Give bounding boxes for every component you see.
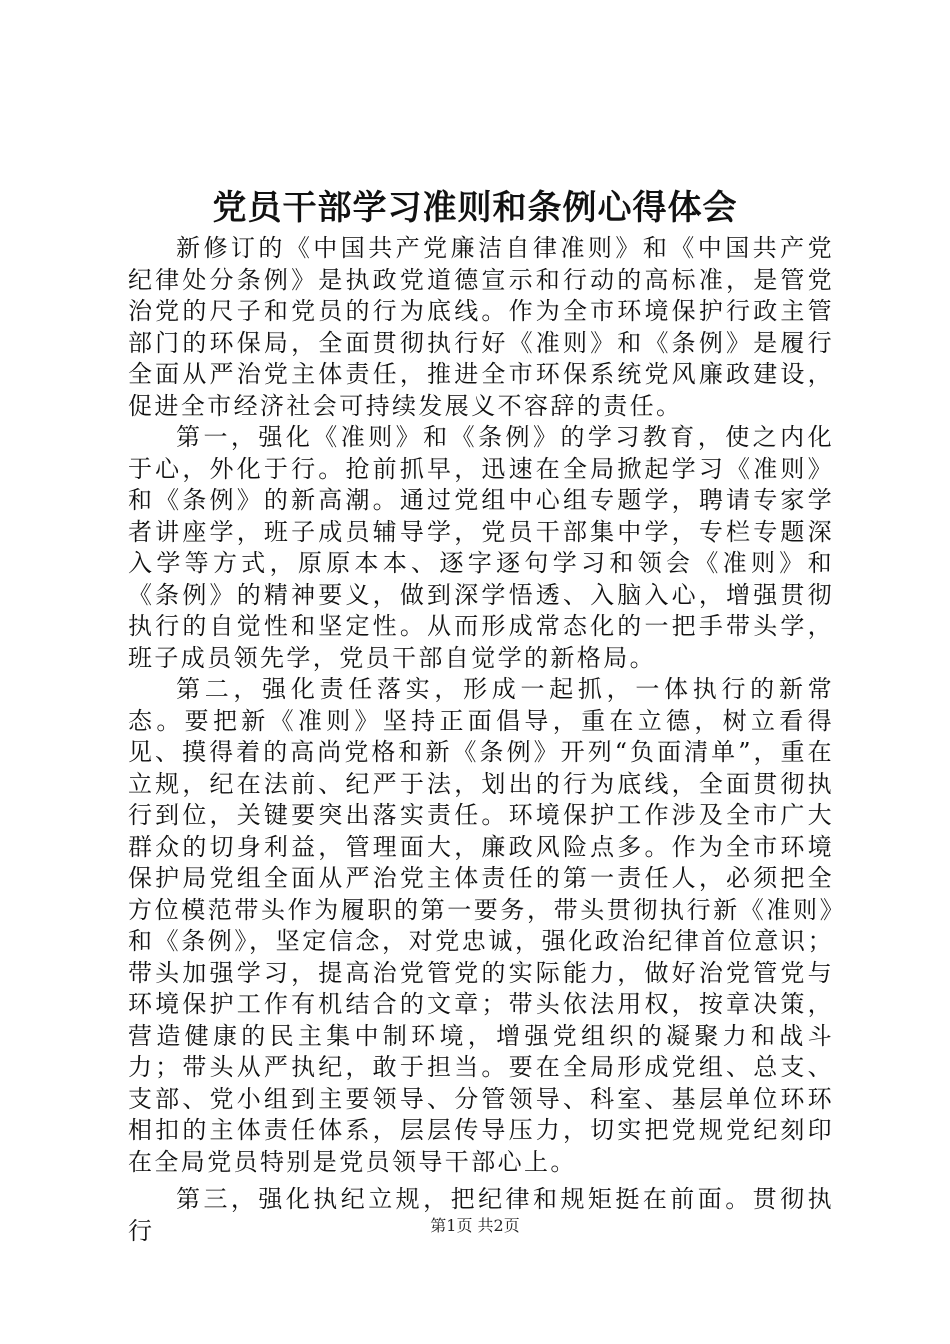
page-footer: 第1页 共2页 <box>430 1216 520 1235</box>
paragraph-second: 第二，强化责任落实，形成一起抓，一体执行的新常态。要把新《准则》坚持正面倡导，重在立德，树立看得见、摸得着的高尚党格和新《条例》开列“负面清单”，重在立规，纪在法前、纪严于法，划出的行为底线，全面贯彻执行到位，关键要突出落实责任。环境保护工作涉及全市广大群众的切身利益，管理面大，廉政风险点多。作为全市环境保护局党组全面从严治党主体责任的第一责任人，必须把全方位模范带头作为履职的第一要务，带头贯彻执行新《准则》和《条例》，坚定信念，对党忠诚，强化政治纪律首位意识；带头加强学习，提高治党管党的实际能力，做好治党管党与环境保护工作有机结合的文章；带头依法用权，按章决策，营造健康的民主集中制环境，增强党组织的凝聚力和战斗力；带头从严执纪，敢于担当。要在全局形成党组、总支、支部、党小组到主要领导、分管领导、科室、基层单位环环相扣的主体责任体系，层层传导压力，切实把党规党纪刻印在全局党员特别是党员领导干部心上。 <box>128 675 834 1176</box>
document-body <box>128 233 834 1247</box>
paragraph-intro: 新修订的《中国共产党廉洁自律准则》和《中国共产党纪律处分条例》是执政党道德宣示和行动的高标准，是管党治党的尺子和党员的行为底线。作为全市环境保护行政主管部门的环保局，全面贯彻执行好《准则》和《条例》是履行全面从严治党主体责任，推进全市环保系统党风廉政建设，促进全市经济社会可持续发展义不容辞的责任。 <box>128 234 834 420</box>
paragraph-first: 第一，强化《准则》和《条例》的学习教育，使之内化于心，外化于行。抢前抓早，迅速在全局掀起学习《准则》和《条例》的新高潮。通过党组中心组专题学，聘请专家学者讲座学，班子成员辅导学，党员干部集中学，专栏专题深入学等方式，原原本本、逐字逐句学习和领会《准则》和《条例》的精神要义，做到深学悟透、入脑入心，增强贯彻执行的自觉性和坚定性。从而形成常态化的一把手带头学，班子成员领先学，党员干部自觉学的新格局。 <box>128 423 834 672</box>
document-title: 党员干部学习准则和条例心得体会 <box>212 188 738 228</box>
paragraph-third: 第三，强化执纪立规，把纪律和规矩挺在前面。贯彻执行 <box>128 1185 834 1245</box>
